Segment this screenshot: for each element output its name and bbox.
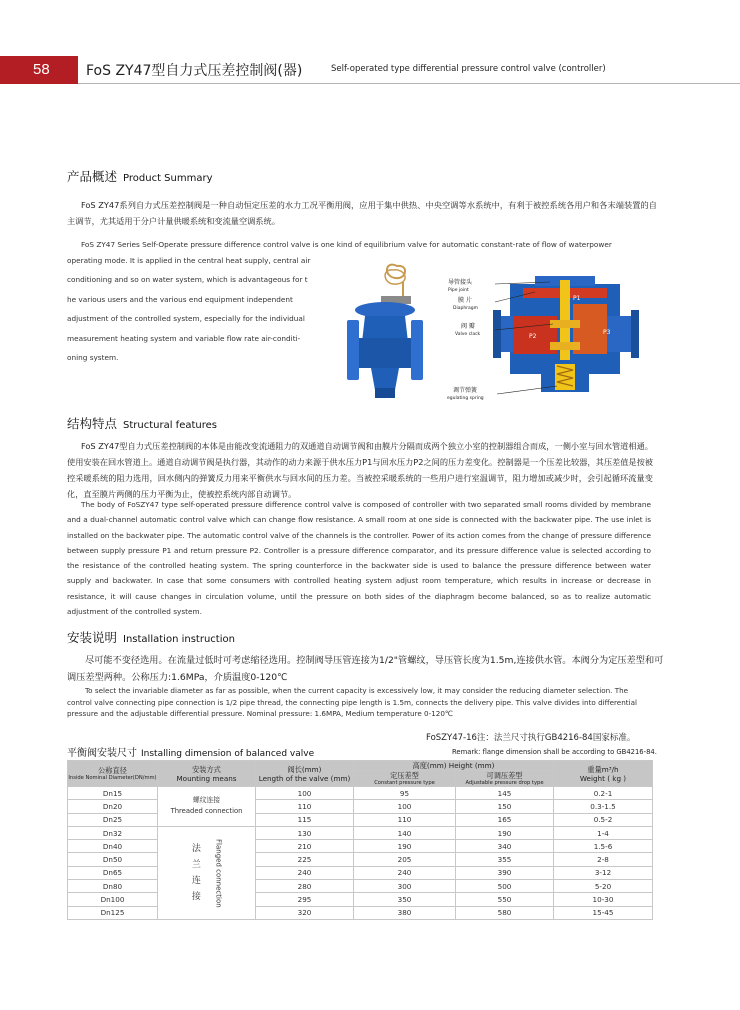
structure-heading: [67, 413, 217, 432]
header-weight-en: Weight ( kg ): [579, 773, 627, 783]
cell-const: 240: [354, 866, 456, 879]
header-length-en: Length of the valve (mm): [258, 773, 351, 783]
header-const: [354, 771, 456, 787]
table-title-en: Installing dimension of balanced valve: [141, 749, 315, 759]
label-valve-clack-zh: 阀 瓣: [461, 323, 475, 330]
summary-heading-zh: 产品概述: [67, 169, 118, 184]
header-adj-zh: 可调压差型: [486, 771, 523, 780]
cell-length: 240: [256, 866, 354, 879]
table-row: [68, 800, 653, 813]
header-height: 高度(mm) Height (mm): [354, 761, 554, 771]
cell-length: 280: [256, 880, 354, 893]
table-row: [68, 840, 653, 853]
installation-en-text: To select the invariable diameter as far as possible, when the current capacity is excessively low, it may consider the reducing diameter selection. The control valve connecting pipe connection is 1/2 pipe thread, the connecting pipe length is 1.5m, connects the delivery pipe. This valve divides into differential pressure and the adjustable differential pressure. Nominal pressure: 1.6MPA, Medium temperature 0-120℃: [67, 686, 638, 718]
structure-en-text: The body of FoSZY47 type self-operated pressure difference control valve is composed of controller with two separated small rooms divided by membrane and a dual-channel automatic control valve which can change flow resistance. A small room at one side is connected with the backwater pipe. The use inlet is installed on the backwater pipe. The automatic control valve of the channels is the controller. Power of its action comes from the change of pressure difference between supply pressure P1 and return pressure P2. Controller is a pressure difference comparator, and its pressure difference value is selected according to the resistance of the controlled heating system. The spring counterforce in the backwater side is used to balance the pressure difference between water supply and backwater. In case that some consumers with controlled heating system adjust room temperature, which results in increase or decrease in resistance, it will cause changes in circulation volume, until the pressure on both sides of the diaphragm become balanced, so as to realize automatic adjustment of the controlled system.: [67, 500, 651, 617]
cell-weight: 0.5-2: [554, 813, 653, 826]
summary-heading: [67, 166, 213, 185]
cell-dn: Dn65: [68, 866, 158, 879]
summary-en-line: measurement heating system and variable flow rate air-conditi-: [67, 333, 301, 343]
summary-en-line: he various users and the various end equipment independent: [67, 294, 293, 304]
valve-cross-section: [493, 276, 639, 394]
header-mount-zh: 安装方式: [192, 764, 221, 774]
summary-en-line: adjustment of the controlled system, especially for the individual: [67, 314, 305, 324]
cell-weight: 3-12: [554, 866, 653, 879]
cell-weight: 10-30: [554, 893, 653, 906]
threaded-zh: 螺纹连接: [192, 796, 221, 805]
cell-length: 130: [256, 826, 354, 839]
cell-adj: 150: [456, 800, 554, 813]
cell-adj: 340: [456, 840, 554, 853]
cell-const: 205: [354, 853, 456, 866]
cell-length: 110: [256, 800, 354, 813]
cell-const: 380: [354, 906, 456, 919]
cell-adj: 190: [456, 826, 554, 839]
cell-dn: Dn50: [68, 853, 158, 866]
cell-const: 140: [354, 826, 456, 839]
table-title: [67, 741, 314, 760]
installation-heading-en: Installation instruction: [123, 634, 235, 645]
cell-dn: Dn15: [68, 787, 158, 800]
cell-flanged: [158, 826, 256, 919]
cell-weight: 1-4: [554, 826, 653, 839]
cell-weight: 0.3-1.5: [554, 800, 653, 813]
dimension-table: [67, 760, 653, 920]
header-title-zh: FoS ZY47型自力式压差控制阀(器): [86, 63, 303, 79]
cell-length: 295: [256, 893, 354, 906]
flanged-en: Flanged connection: [214, 838, 223, 908]
header-adj: [456, 771, 554, 787]
cell-length: 320: [256, 906, 354, 919]
table-title-zh: 平衡阀安装尺寸: [67, 748, 137, 759]
table-header-row: [68, 761, 653, 771]
table-row: [68, 906, 653, 919]
cell-dn: Dn80: [68, 880, 158, 893]
cell-const: 100: [354, 800, 456, 813]
cell-weight: 2-8: [554, 853, 653, 866]
table-row: [68, 853, 653, 866]
cell-length: 225: [256, 853, 354, 866]
valve-exterior-image: [347, 265, 423, 398]
label-p3: P3: [603, 329, 611, 336]
cell-weight: 15-45: [554, 906, 653, 919]
label-p2: P2: [529, 333, 537, 340]
cell-threaded: [158, 787, 256, 827]
header-const-en: Constant pressure type: [374, 780, 435, 786]
cell-adj: 390: [456, 866, 554, 879]
installation-heading-zh: 安装说明: [67, 630, 118, 645]
header-diameter: [68, 761, 158, 787]
label-valve-clack-en: Valve clack: [455, 332, 481, 337]
cell-adj: 355: [456, 853, 554, 866]
cell-dn: Dn100: [68, 893, 158, 906]
header-mount: [158, 761, 256, 787]
cell-length: 100: [256, 787, 354, 800]
installation-zh-text: 尽可能不变径选用。在流量过低时可考虑缩径选用。控制阀导压管连接为1/2"管螺纹，导压管长度为1.5m,连接供水管。本阀分为定压差型和可调压差型两种。公称压力:1.6MPa，介质温度0-120℃: [67, 655, 664, 683]
label-p1: P1: [573, 295, 581, 302]
table-note-zh: FoSZY47-16注：法兰尺寸执行GB4216-84国家标准。: [426, 733, 636, 743]
summary-heading-en: Product Summary: [123, 173, 213, 184]
label-diaphragm-en: Diaphragm: [453, 306, 479, 311]
cell-const: 110: [354, 813, 456, 826]
cell-adj: 550: [456, 893, 554, 906]
cell-dn: Dn25: [68, 813, 158, 826]
summary-zh-text: FoS ZY47系列自力式压差控制阀是一种自动恒定压差的水力工况平衡用阀，应用于集中供热、中央空调等水系统中，有利于被控系统各用户和各末端装置的自主调节，尤其适用于分户计量供暖系统和变流量空调系统。: [67, 200, 657, 226]
cell-const: 350: [354, 893, 456, 906]
cell-dn: Dn125: [68, 906, 158, 919]
summary-en-line: conditioning and so on water system, which is advantageous for t: [67, 275, 308, 285]
cell-dn: Dn32: [68, 826, 158, 839]
table-row: [68, 813, 653, 826]
header-mount-en: Mounting means: [176, 773, 237, 783]
summary-en-line: operating mode. It is applied in the central heat supply, central air: [67, 256, 311, 265]
cell-weight: 0.2-1: [554, 787, 653, 800]
cell-adj: 145: [456, 787, 554, 800]
structure-heading-en: Structural features: [123, 420, 217, 431]
label-spring-en: egulating spring: [447, 396, 484, 401]
table-note-en: Remark: flange dimension shall be according to GB4216-84.: [452, 748, 657, 756]
page-number: 58: [0, 56, 78, 84]
header-diameter-en: Inside Nominal Diameter(DN/mm): [68, 775, 157, 781]
valve-illustration: [345, 258, 655, 408]
header-const-zh: 定压差型: [390, 771, 419, 780]
flanged-zh: 法兰连接: [191, 843, 201, 902]
structure-heading-zh: 结构特点: [67, 416, 118, 431]
cell-const: 190: [354, 840, 456, 853]
label-diaphragm-zh: 膜 片: [458, 297, 472, 304]
table-row: [68, 893, 653, 906]
header-length: [256, 761, 354, 787]
header-weight-zh: 重量m³/h: [587, 764, 619, 774]
table-row: [68, 880, 653, 893]
summary-en-line1: FoS ZY47 Series Self-Operate pressure difference control valve is one kind of equilibrium valve for automatic constant-rate of flow of waterpower: [81, 240, 612, 249]
cell-const: 95: [354, 787, 456, 800]
label-pipe-joint-en: Pipe joint: [448, 288, 469, 293]
cell-adj: 580: [456, 906, 554, 919]
header-diameter-zh: 公称直径: [98, 766, 127, 775]
cell-dn: Dn40: [68, 840, 158, 853]
cell-weight: 5-20: [554, 880, 653, 893]
installation-heading: [67, 627, 235, 646]
header-length-zh: 阀长(mm): [287, 764, 322, 774]
cell-adj: 500: [456, 880, 554, 893]
cell-dn: Dn20: [68, 800, 158, 813]
label-spring-zh: 调节弹簧: [453, 387, 478, 394]
summary-en-line: oning system.: [67, 353, 119, 363]
header-adj-en: Adjustable pressure drop type: [465, 780, 544, 786]
header-weight: [554, 761, 653, 787]
table-row: [68, 826, 653, 839]
summary-en-text: [67, 251, 329, 367]
cell-length: 210: [256, 840, 354, 853]
cell-length: 115: [256, 813, 354, 826]
cell-const: 300: [354, 880, 456, 893]
header-title-en: Self-operated type differential pressure control valve (controller): [331, 64, 606, 74]
cell-adj: 165: [456, 813, 554, 826]
structure-zh-text: FoS ZY47型自力式压差控制阀的本体是由能改变流通阻力的双通道自动调节阀和由膜片分隔而成两个独立小室的控制器组合而成，一侧小室与回水管道相通。使用安装在回水管道上。通道自动调节阀是执行器，其动作的动力来源于供水压力P1与回水压力P2之间的压力差变化。控制器是一个压差比较器，其压差值是按被控采暖系统的阻力选用，回水侧内的弹簧反力用来平衡供水与回水间的压力差。当被控采暖系统的一些用户进行室温调节，阻力增加或减少时，会引起循环流量变化，直至膜片两侧的压力平衡为止，使被控系统内部自动调节。: [67, 441, 653, 499]
label-pipe-joint-zh: 导管接头: [448, 279, 473, 286]
threaded-en: Threaded connection: [170, 807, 243, 816]
header-bar: [0, 56, 740, 84]
table-row: [68, 787, 653, 800]
cell-weight: 1.5-6: [554, 840, 653, 853]
table-row: [68, 866, 653, 879]
